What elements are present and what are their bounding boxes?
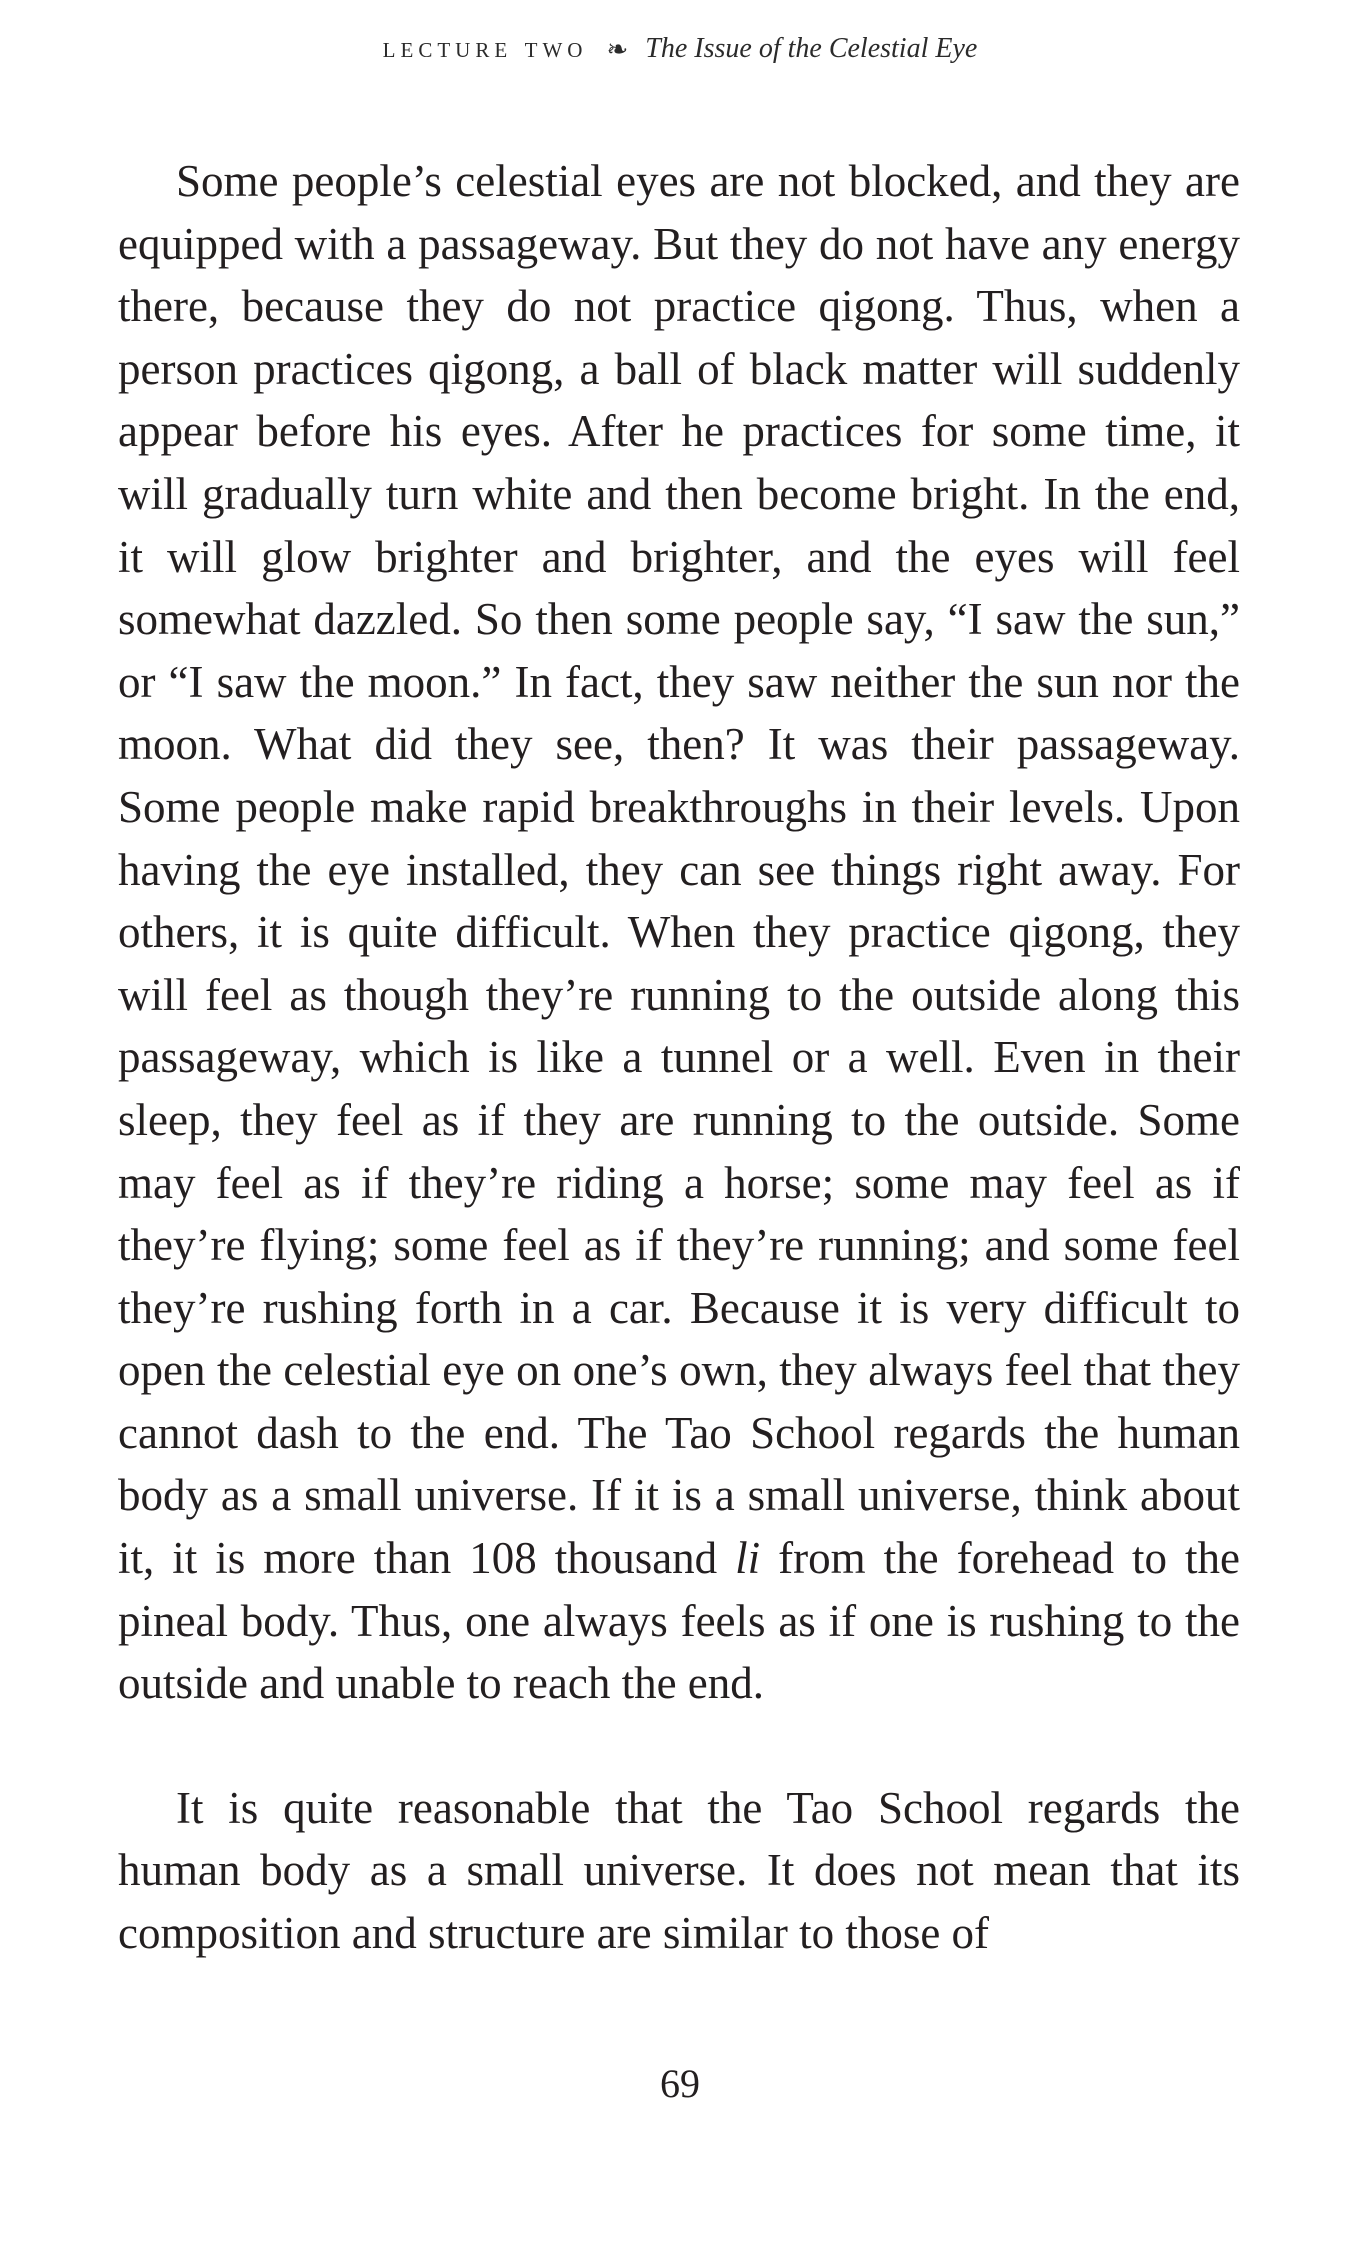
paragraph	[118, 1777, 1240, 1965]
paragraph	[118, 150, 1240, 1715]
paragraph-text: Some people’s celestial eyes are not blocked, and they are equipped with a passageway. But they do not have any energy there, because they do not practice qigong. Thus, when a person practices qigong, a ball of black matter will suddenly appear before his eyes. After he practices for some time, it will gradually turn white and then become bright. In the end, it will glow brighter and brighter, and the eyes will feel somewhat dazzled. So then some people say, “I saw the sun,” or “I saw the moon.” In fact, they saw neither the sun nor the moon. What did they see, then? It was their passageway. Some people make rapid breakthroughs in their levels. Upon having the eye installed, they can see things right away. For others, it is quite difficult. When they practice qigong, they will feel as though they’re running to the outside along this passageway, which is like a tunnel or a well. Even in their sleep, they feel as if they are running to the outside. Some may feel as if they’re riding a horse; some may feel as if they’re flying; some feel as if they’re running; and some feel they’re rushing forth in a car. Because it is very difficult to open the celestial eye on one’s own, they always feel that they cannot dash to the end. The Tao School regards the human body as a small universe. If it is a small universe, think about it, it is more than 108 thousand	[118, 156, 1240, 1584]
paragraph-text: from the forehead to the pineal body. Thus, one always feels as if one is rushing to the outside and unable to reach the end.	[118, 1533, 1240, 1709]
running-header-title: The Issue of the Celestial Eye	[645, 33, 978, 64]
paragraph-text: It is quite reasonable that the Tao School regards the human body as a small universe. It does not mean that its composition and structure are similar to those of	[118, 1782, 1240, 1959]
page-number: 69	[660, 2061, 700, 2106]
running-header-section: lecture two	[382, 31, 588, 64]
running-header	[0, 30, 1360, 67]
italic-term: li	[735, 1533, 761, 1584]
fleuron-icon: ❧	[606, 35, 629, 64]
body-text	[118, 150, 1240, 1965]
